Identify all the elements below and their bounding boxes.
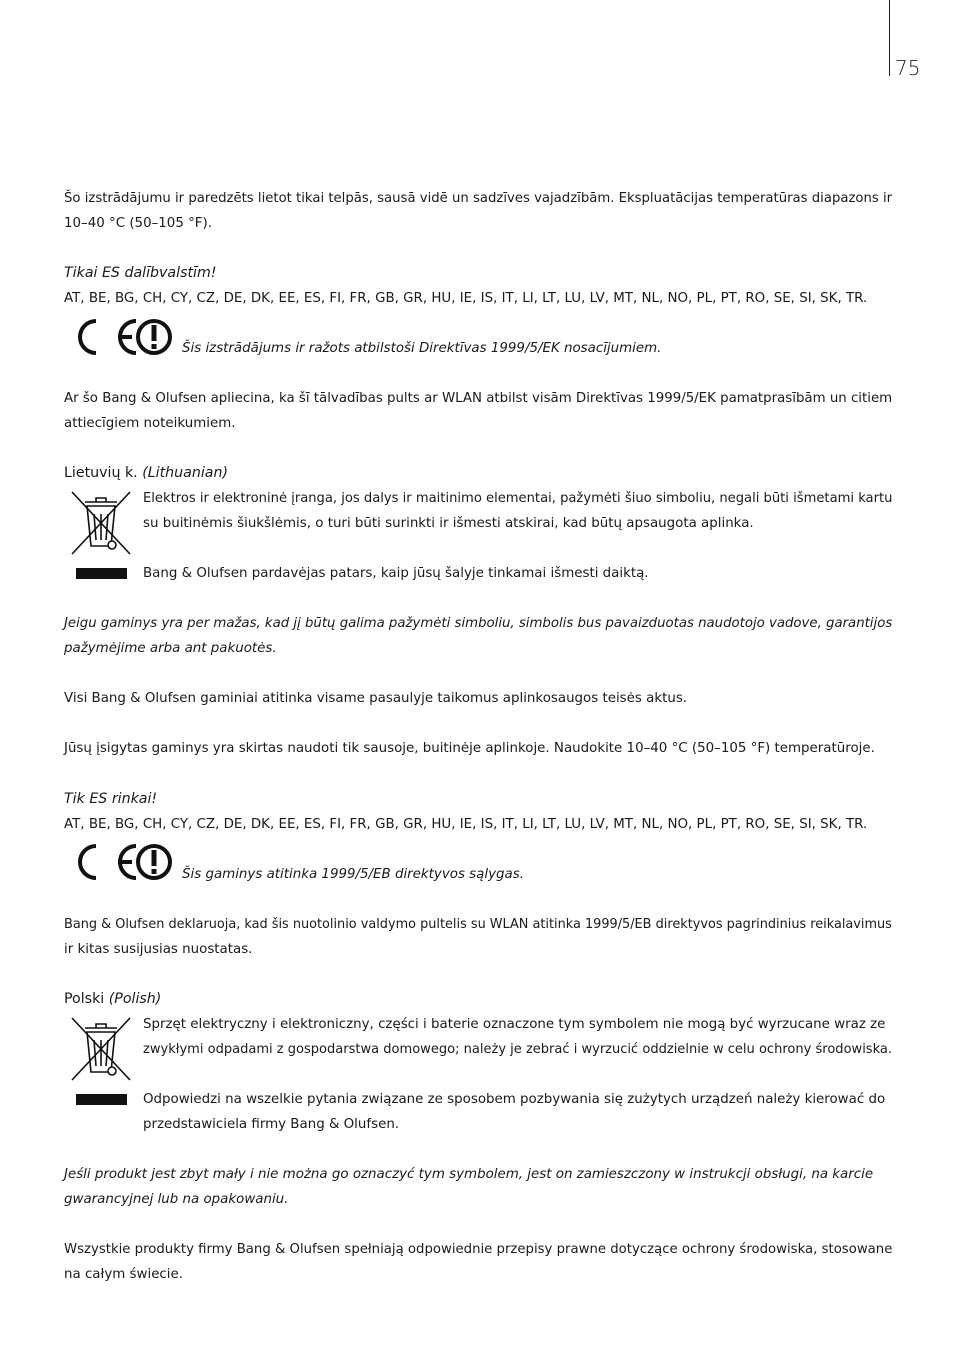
lv-declaration-line-1: Ar šo Bang & Olufsen apliecina, ka šī tālvadības pults ar WLAN atbilst visām Direktīvas 1999/5/EK pamatprasībām un citiem <box>64 391 893 406</box>
weee-crossed-bin-icon <box>70 490 132 556</box>
pl-section-heading: Polski (Polish) <box>64 991 162 1007</box>
lt-weee-line-2: su buitinėmis šiukšlėmis, o turi būti surinkti ir išmesti atskirai, kad būtų apsaugota aplinka. <box>143 516 754 531</box>
lt-ce-caption: Šis gaminys atitinka 1999/5/EB direktyvos sąlygas. <box>182 867 524 882</box>
lv-intro-line-2: 10–40 °C (50–105 °F). <box>64 216 212 231</box>
lt-country-list: AT, BE, BG, CH, CY, CZ, DE, DK, EE, ES, FI, FR, GB, GR, HU, IE, IS, IT, LI, LT, LU, LV, MT, NL, NO, PL, PT, RO, SE, SI, SK, TR. <box>64 817 868 832</box>
lt-small-product-line-1: Jeigu gaminys yra per mažas, kad jį būtų galima pažymėti simboliu, simbolis bus pavaizduotas naudotojo vadove, garantijos <box>64 616 893 631</box>
lv-declaration-line-2: attiecīgiem noteikumiem. <box>64 416 236 431</box>
ce-mark-icon <box>66 316 174 358</box>
lv-ce-caption: Šis izstrādājums ir ražots atbilstoši Direktīvas 1999/5/EK nosacījumiem. <box>182 341 662 356</box>
ce-mark-icon <box>66 841 174 883</box>
pl-compliance-line-2: na całym świecie. <box>64 1267 184 1282</box>
pl-dealer-line-2: przedstawiciela firmy Bang & Olufsen. <box>143 1117 400 1132</box>
lt-eu-heading: Tik ES rinkai! <box>64 791 158 807</box>
lt-usage: Jūsų įsigytas gaminys yra skirtas naudoti tik sausoje, buitinėje aplinkoje. Naudokite 10–40 °C (50–105 °F) temperatūroje. <box>64 741 875 756</box>
pl-dealer-line-1: Odpowiedzi na wszelkie pytania związane ze sposobem pozbywania się zużytych urządzeń należy kierować do <box>143 1092 886 1107</box>
lt-declaration-line-1: Bang & Olufsen deklaruoja, kad šis nuotolinio valdymo pultelis su WLAN atitinka 1999/5/EB direktyvos pagrindinius reikalavimus <box>64 917 892 932</box>
pl-compliance-line-1: Wszystkie produkty firmy Bang & Olufsen spełniają odpowiednie przepisy prawne dotyczące ochrony środowiska, stosowane <box>64 1242 893 1257</box>
lt-dealer-info: Bang & Olufsen pardavėjas patars, kaip jūsų šalyje tinkamai išmesti daiktą. <box>143 566 649 581</box>
lt-weee-line-1: Elektros ir elektroninė įranga, jos dalys ir maitinimo elementai, pažymėti šiuo simboliu, negali būti išmetami kartu <box>143 491 893 506</box>
pl-small-product-line-2: gwarancyjnej lub na opakowaniu. <box>64 1192 289 1207</box>
lt-compliance: Visi Bang & Olufsen gaminiai atitinka visame pasaulyje taikomus aplinkosaugos teisės aktus. <box>64 691 688 706</box>
lt-declaration-line-2: ir kitas susijusias nuostatas. <box>64 942 253 957</box>
lv-intro-line-1: Šo izstrādājumu ir paredzēts lietot tikai telpās, sausā vidē un sadzīves vajadzībām. Ekspluatācijas temperatūras diapazons ir <box>64 191 893 206</box>
lv-eu-heading: Tikai ES dalībvalstīm! <box>64 265 217 281</box>
page-number: 75 <box>895 56 921 80</box>
lt-section-heading: Lietuvių k. (Lithuanian) <box>64 465 228 481</box>
header-divider <box>889 0 890 76</box>
pl-weee-line-1: Sprzęt elektryczny i elektroniczny, części i baterie oznaczone tym symbolem nie mogą być wyrzucane wraz ze <box>143 1017 886 1032</box>
weee-black-bar <box>76 1094 127 1105</box>
pl-weee-line-2: zwykłymi odpadami z gospodarstwa domowego; należy je zebrać i wyrzucić oddzielnie w celu ochrony środowiska. <box>143 1042 893 1057</box>
weee-crossed-bin-icon <box>70 1016 132 1082</box>
lv-country-list: AT, BE, BG, CH, CY, CZ, DE, DK, EE, ES, FI, FR, GB, GR, HU, IE, IS, IT, LI, LT, LU, LV, MT, NL, NO, PL, PT, RO, SE, SI, SK, TR. <box>64 291 868 306</box>
weee-black-bar <box>76 568 127 579</box>
pl-small-product-line-1: Jeśli produkt jest zbyt mały i nie można go oznaczyć tym symbolem, jest on zamieszczony w instrukcji obsługi, na karcie <box>64 1167 874 1182</box>
lt-small-product-line-2: pažymėjime arba ant pakuotės. <box>64 641 277 656</box>
